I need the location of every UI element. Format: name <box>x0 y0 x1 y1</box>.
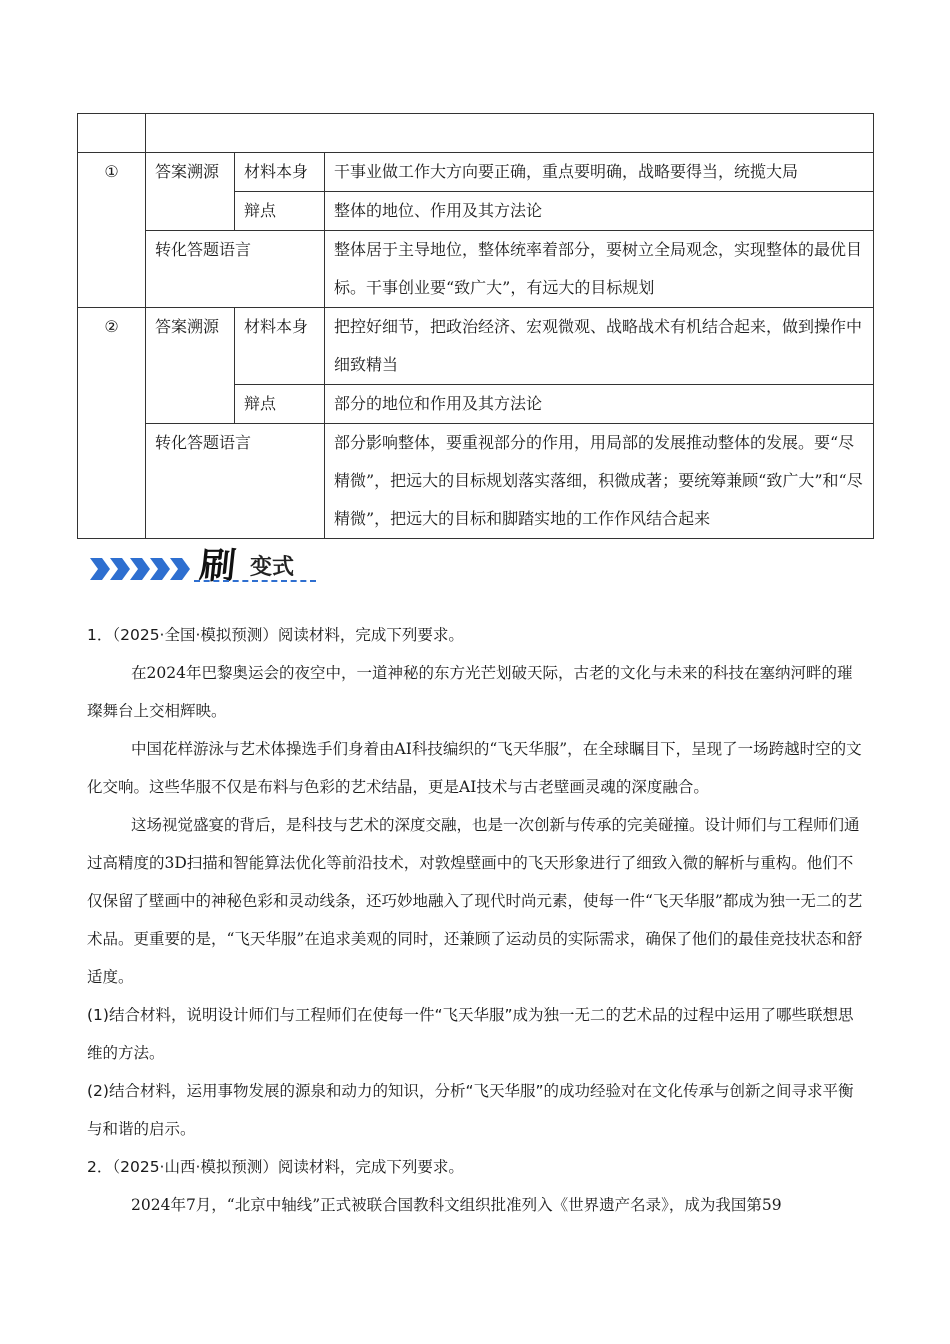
table-row <box>78 424 874 539</box>
table-cell <box>146 114 874 153</box>
value-cell: 部分影响整体，要重视部分的作用，用局部的发展推动整体的发展。要“尽精微”，把远大的目标规划落实落细，积微成著；要统筹兼顾“致广大”和“尽精微”，把远大的目标和脚踏实地的工作作风结合起来 <box>325 424 874 539</box>
table-row <box>78 114 874 153</box>
row-number: ① <box>78 153 146 308</box>
brush-calligraphy-logo: 刷 <box>197 545 236 587</box>
section-title: 变式 <box>250 555 295 580</box>
value-cell: 整体的地位、作用及其方法论 <box>325 192 874 231</box>
question-1-title: 1．（2025·全国·模拟预测）阅读材料，完成下列要求。 <box>87 626 464 644</box>
q1-paragraph-2: 中国花样游泳与艺术体操选手们身着由AI科技编织的“飞天华服”，在全球瞩目下，呈现了一场跨越时空的文化交响。这些华服不仅是布料与色彩的艺术结晶，更是AI技术与古老壁画灵魂的深度融合。 <box>87 740 862 796</box>
row-number: ② <box>78 308 146 539</box>
table-row <box>78 231 874 308</box>
answer-table <box>77 113 874 539</box>
key-label: 材料本身 <box>235 153 325 192</box>
table-cell <box>78 114 146 153</box>
table-row <box>78 308 874 385</box>
q1-paragraph-3: 这场视觉盛宴的背后，是科技与艺术的深度交融，也是一次创新与传承的完美碰撞。设计师们与工程师们通过高精度的3D扫描和智能算法优化等前沿技术，对敦煌壁画中的飞天形象进行了细致入微的解析与重构。他们不仅保留了壁画中的神秘色彩和灵动线条，还巧妙地融入了现代时尚元素，使每一件“飞天华服”都成为独一无二的艺术品。更重要的是，“飞天华服”在追求美观的同时，还兼顾了运动员的实际需求，确保了他们的最佳竞技状态和舒适度。 <box>87 816 863 986</box>
key-label: 辩点 <box>235 385 325 424</box>
dashed-underline <box>194 580 316 582</box>
value-cell: 整体居于主导地位，整体统率着部分，要树立全局观念，实现整体的最优目标。干事创业要“致广大”，有远大的目标规划 <box>325 231 874 308</box>
value-cell: 部分的地位和作用及其方法论 <box>325 385 874 424</box>
q2-paragraph-1: 2024年7月，“北京中轴线”正式被联合国教科文组织批准列入《世界遗产名录》，成为我国第59 <box>131 1196 782 1214</box>
q1-paragraph-1: 在2024年巴黎奥运会的夜空中，一道神秘的东方光芒划破天际，古老的文化与未来的科技在塞纳河畔的璀璨舞台上交相辉映。 <box>87 664 853 720</box>
key-label: 辩点 <box>235 192 325 231</box>
value-cell: 把控好细节，把政治经济、宏观微观、战略战术有机结合起来，做到操作中细致精当 <box>325 308 874 385</box>
source-label: 答案溯源 <box>146 308 235 424</box>
question-2-title: 2．（2025·山西·模拟预测）阅读材料，完成下列要求。 <box>87 1158 464 1176</box>
value-cell: 干事业做工作大方向要正确，重点要明确，战略要得当，统揽大局 <box>325 153 874 192</box>
q1-subquestion-2: (2)结合材料，运用事物发展的源泉和动力的知识，分析“飞天华服”的成功经验对在文化传承与创新之间寻求平衡与和谐的启示。 <box>87 1082 854 1138</box>
table-row <box>78 153 874 192</box>
source-label: 答案溯源 <box>146 153 235 231</box>
q1-subquestion-1: (1)结合材料，说明设计师们与工程师们在使每一件“飞天华服”成为独一无二的艺术品的过程中运用了哪些联想思维的方法。 <box>87 1006 854 1062</box>
convert-label: 转化答题语言 <box>146 231 325 308</box>
convert-label: 转化答题语言 <box>146 424 325 539</box>
chevron-arrows-icon <box>90 558 190 580</box>
key-label: 材料本身 <box>235 308 325 385</box>
